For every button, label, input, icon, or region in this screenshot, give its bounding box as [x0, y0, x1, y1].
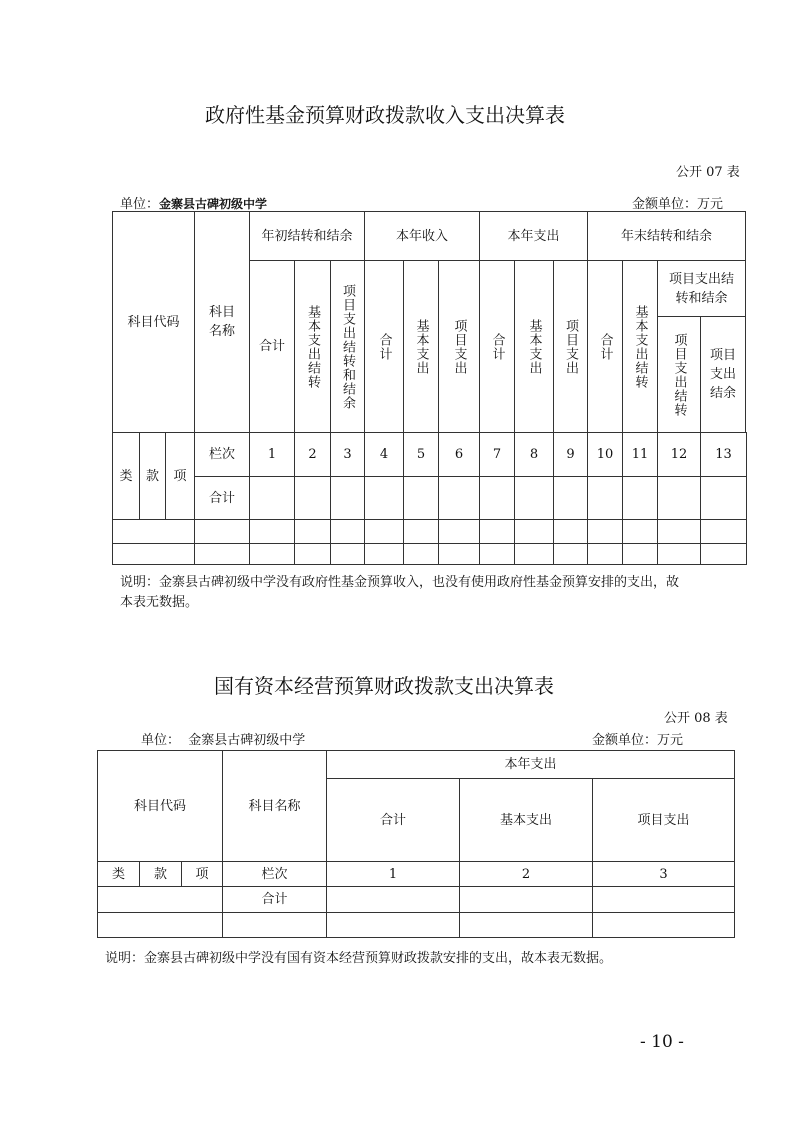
table07-unit	[120, 193, 267, 212]
header-expense-total-text: 合计	[489, 332, 505, 361]
empty-cell	[364, 476, 404, 520]
empty-cell	[112, 543, 195, 565]
header-income-basic	[403, 260, 439, 433]
column-number: 10	[587, 432, 623, 477]
header-subject-name-text: 科目名称	[208, 305, 235, 339]
empty-cell	[330, 476, 365, 520]
header-end-total	[587, 260, 623, 433]
column-number: 4	[364, 432, 404, 477]
empty-cell	[553, 519, 588, 544]
empty-cell	[622, 543, 658, 565]
empty-cell	[249, 519, 295, 544]
empty-cell	[326, 886, 460, 913]
unit-label: 单位：	[120, 197, 160, 212]
table08-unit	[141, 729, 305, 748]
column-number: 3	[330, 432, 365, 477]
row-sum-label: 合计	[194, 476, 250, 520]
table08-code: 公开 08 表	[664, 711, 728, 726]
header-income-basic-text: 基本支出	[413, 318, 429, 375]
unit-label: 单位：	[141, 733, 181, 748]
empty-cell	[622, 476, 658, 520]
header-end-basic-text: 基本支出结转	[632, 304, 648, 389]
header-expense-group: 本年支出	[326, 750, 735, 779]
header-column-no: 栏次	[222, 861, 327, 887]
empty-cell	[657, 476, 701, 520]
header-lei: 类	[112, 432, 140, 520]
header-expense-basic	[514, 260, 554, 433]
empty-cell	[112, 519, 195, 544]
row-sum-label: 合计	[222, 886, 327, 913]
empty-cell	[194, 519, 250, 544]
header-income-total-text: 合计	[376, 332, 392, 361]
empty-cell	[330, 543, 365, 565]
column-number: 6	[438, 432, 480, 477]
header-expense-project	[553, 260, 588, 433]
column-number: 12	[657, 432, 701, 477]
empty-cell	[657, 543, 701, 565]
empty-cell	[479, 476, 515, 520]
table07-amount-unit: 金额单位：万元	[632, 197, 724, 212]
header-begin-project-text: 项目支出结转和结余	[340, 283, 355, 410]
column-number: 11	[622, 432, 658, 477]
empty-cell	[479, 543, 515, 565]
header-subject-code: 科目代码	[112, 211, 195, 433]
table07-note-line2: 本表无数据。	[120, 595, 199, 610]
column-number: 3	[592, 861, 735, 887]
header-expense-basic-text: 基本支出	[526, 318, 542, 375]
empty-cell	[330, 519, 365, 544]
empty-cell	[700, 519, 747, 544]
unit-name: 金寨县古碑初级中学	[159, 197, 268, 211]
empty-cell	[194, 543, 250, 565]
header-income-group: 本年收入	[364, 211, 480, 261]
empty-cell	[592, 912, 735, 938]
empty-cell	[249, 543, 295, 565]
header-end-project-group	[657, 260, 746, 317]
empty-cell	[700, 476, 747, 520]
empty-cell	[249, 476, 295, 520]
header-end-project-group-text: 项目支出结转和结余	[668, 271, 734, 306]
column-number: 7	[479, 432, 515, 477]
header-end-project-carry-text: 项目支出结转	[671, 332, 687, 417]
header-expense-group: 本年支出	[479, 211, 588, 261]
unit-name: 金寨县古碑初级中学	[188, 733, 306, 748]
header-income-project-text: 项目支出	[451, 318, 467, 375]
table07-note	[120, 573, 750, 613]
column-number: 13	[700, 432, 747, 477]
empty-cell	[294, 543, 331, 565]
empty-cell	[587, 543, 623, 565]
empty-cell	[553, 476, 588, 520]
empty-cell	[514, 543, 554, 565]
column-number: 5	[403, 432, 439, 477]
column-number: 1	[249, 432, 295, 477]
empty-cell	[592, 886, 735, 913]
table07-note-line1: 说明：金寨县古碑初级中学没有政府性基金预算收入，也没有使用政府性基金预算安排的支出，故	[120, 575, 680, 590]
empty-cell	[657, 519, 701, 544]
empty-cell	[364, 519, 404, 544]
header-end-project-surplus-text: 项目支出结余	[709, 348, 736, 401]
empty-cell	[364, 543, 404, 565]
page-number: - 10 -	[640, 1032, 684, 1052]
table08-title: 国有资本经营预算财政拨款支出决算表	[214, 674, 554, 698]
header-total: 合计	[326, 778, 460, 862]
empty-cell	[438, 519, 480, 544]
header-end-project-carry	[657, 316, 701, 433]
table07-code: 公开 07 表	[676, 165, 740, 180]
table08-amount-unit: 金额单位：万元	[592, 733, 684, 748]
empty-cell	[587, 519, 623, 544]
header-expense-total	[479, 260, 515, 433]
column-number: 1	[326, 861, 460, 887]
header-end-project-surplus	[700, 316, 746, 433]
column-number: 2	[294, 432, 331, 477]
empty-cell	[438, 543, 480, 565]
header-project-expense: 项目支出	[592, 778, 735, 862]
header-end-basic	[622, 260, 658, 433]
header-begin-basic-text: 基本支出结转	[305, 304, 320, 389]
header-begin-project	[330, 260, 365, 433]
header-basic-expense: 基本支出	[459, 778, 593, 862]
empty-cell	[294, 476, 331, 520]
header-end-group: 年末结转和结余	[587, 211, 746, 261]
header-begin-total: 合计	[249, 260, 295, 433]
header-income-project	[438, 260, 480, 433]
header-lei: 类	[97, 861, 140, 887]
table07-title: 政府性基金预算财政拨款收入支出决算表	[205, 103, 565, 127]
column-number: 9	[553, 432, 588, 477]
header-subject-code: 科目代码	[97, 750, 223, 862]
header-xiang: 项	[181, 861, 223, 887]
empty-cell	[403, 519, 439, 544]
header-xiang: 项	[165, 432, 195, 520]
empty-cell	[438, 476, 480, 520]
header-begin-basic	[294, 260, 331, 433]
empty-cell	[403, 543, 439, 565]
empty-cell	[459, 912, 593, 938]
empty-cell	[514, 519, 554, 544]
header-end-total-text: 合计	[597, 332, 613, 361]
header-income-total	[364, 260, 404, 433]
empty-cell	[479, 519, 515, 544]
empty-cell	[222, 912, 327, 938]
empty-cell	[700, 543, 747, 565]
empty-cell	[97, 912, 223, 938]
empty-cell	[514, 476, 554, 520]
empty-cell	[622, 519, 658, 544]
empty-cell	[403, 476, 439, 520]
column-number: 8	[514, 432, 554, 477]
empty-cell	[553, 543, 588, 565]
header-column-no: 栏次	[194, 432, 250, 477]
empty-cell	[97, 886, 223, 913]
empty-cell	[459, 886, 593, 913]
table08-note: 说明：金寨县古碑初级中学没有国有资本经营预算财政拨款安排的支出，故本表无数据。	[105, 951, 613, 966]
header-subject-name	[194, 211, 250, 433]
empty-cell	[587, 476, 623, 520]
header-begin-group: 年初结转和结余	[249, 211, 365, 261]
header-kuan: 款	[139, 432, 166, 520]
header-subject-name: 科目名称	[222, 750, 327, 862]
header-expense-project-text: 项目支出	[563, 318, 578, 375]
header-kuan: 款	[139, 861, 182, 887]
empty-cell	[294, 519, 331, 544]
empty-cell	[326, 912, 460, 938]
column-number: 2	[459, 861, 593, 887]
